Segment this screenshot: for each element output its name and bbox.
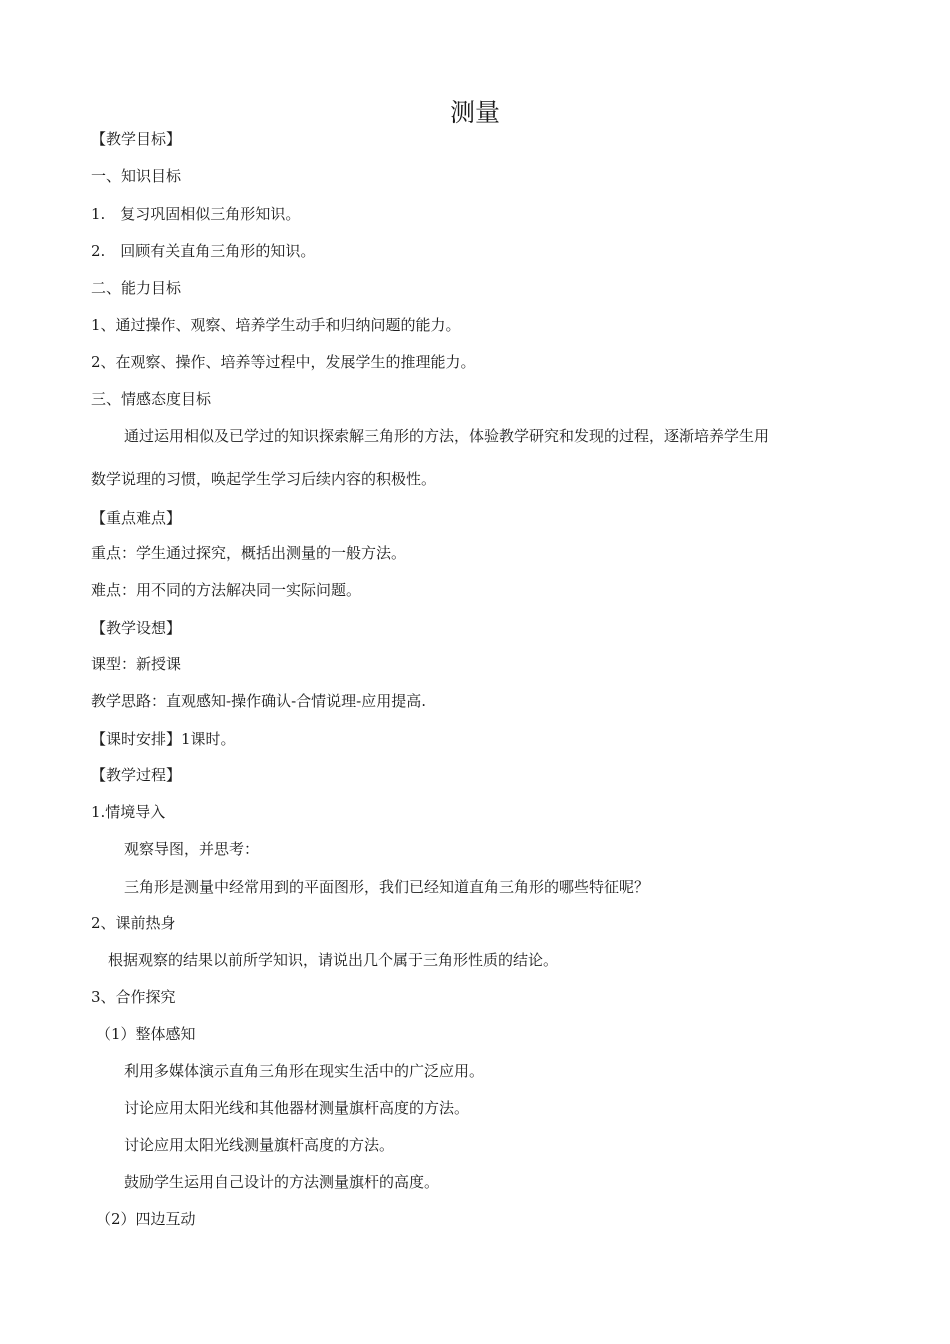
subheading-knowledge-goals: 一、知识目标 bbox=[91, 167, 182, 185]
subheading-warmup: 2、课前热身 bbox=[91, 914, 176, 932]
section-heading-schedule: 【课时安排】1课时。 bbox=[91, 730, 236, 748]
list-item: 2、在观察、操作、培养等过程中，发展学生的推理能力。 bbox=[91, 353, 476, 371]
list-item: 2. 回顾有关直角三角形的知识。 bbox=[91, 242, 316, 260]
list-item: 1. 复习巩固相似三角形知识。 bbox=[91, 205, 301, 223]
subheading-ability-goals: 二、能力目标 bbox=[91, 279, 182, 297]
teaching-approach: 教学思路：直观感知-操作确认-合情说理-应用提高. bbox=[91, 692, 426, 710]
paragraph-line: 三角形是测量中经常用到的平面图形，我们已经知道直角三角形的哪些特征呢？ bbox=[124, 878, 650, 896]
subheading-four-way-interaction: （2）四边互动 bbox=[96, 1210, 196, 1228]
section-heading-teaching-goals: 【教学目标】 bbox=[91, 130, 182, 148]
list-item: 1、通过操作、观察、培养学生动手和归纳问题的能力。 bbox=[91, 316, 461, 334]
paragraph-line: 鼓励学生运用自己设计的方法测量旗杆的高度。 bbox=[124, 1173, 440, 1191]
subheading-cooperative-inquiry: 3、合作探究 bbox=[91, 988, 176, 1006]
paragraph-line: 讨论应用太阳光线测量旗杆高度的方法。 bbox=[124, 1136, 395, 1154]
subheading-overall-perception: （1）整体感知 bbox=[96, 1025, 196, 1043]
document-title: 测量 bbox=[449, 98, 500, 127]
paragraph-line: 利用多媒体演示直角三角形在现实生活中的广泛应用。 bbox=[124, 1062, 485, 1080]
subheading-emotion-goals: 三、情感态度目标 bbox=[91, 390, 212, 408]
section-heading-key-points: 【重点难点】 bbox=[91, 509, 182, 527]
paragraph-line: 根据观察的结果以前所学知识，请说出几个属于三角形性质的结论。 bbox=[108, 951, 559, 969]
paragraph-line: 观察导图，并思考： bbox=[124, 840, 260, 858]
section-heading-teaching-design: 【教学设想】 bbox=[91, 619, 182, 637]
paragraph-line: 讨论应用太阳光线和其他器材测量旗杆高度的方法。 bbox=[124, 1099, 470, 1117]
section-heading-teaching-process: 【教学过程】 bbox=[91, 766, 182, 784]
subheading-scenario: 1.情境导入 bbox=[91, 803, 166, 821]
key-point: 重点：学生通过探究，概括出测量的一般方法。 bbox=[91, 544, 407, 562]
difficulty-point: 难点：用不同的方法解决同一实际问题。 bbox=[91, 581, 362, 599]
lesson-type: 课型：新授课 bbox=[91, 655, 182, 673]
paragraph-line: 数学说理的习惯，唤起学生学习后续内容的积极性。 bbox=[91, 470, 437, 488]
paragraph-line: 通过运用相似及已学过的知识探索解三角形的方法，体验教学研究和发现的过程，逐渐培养学生用 bbox=[124, 427, 770, 445]
